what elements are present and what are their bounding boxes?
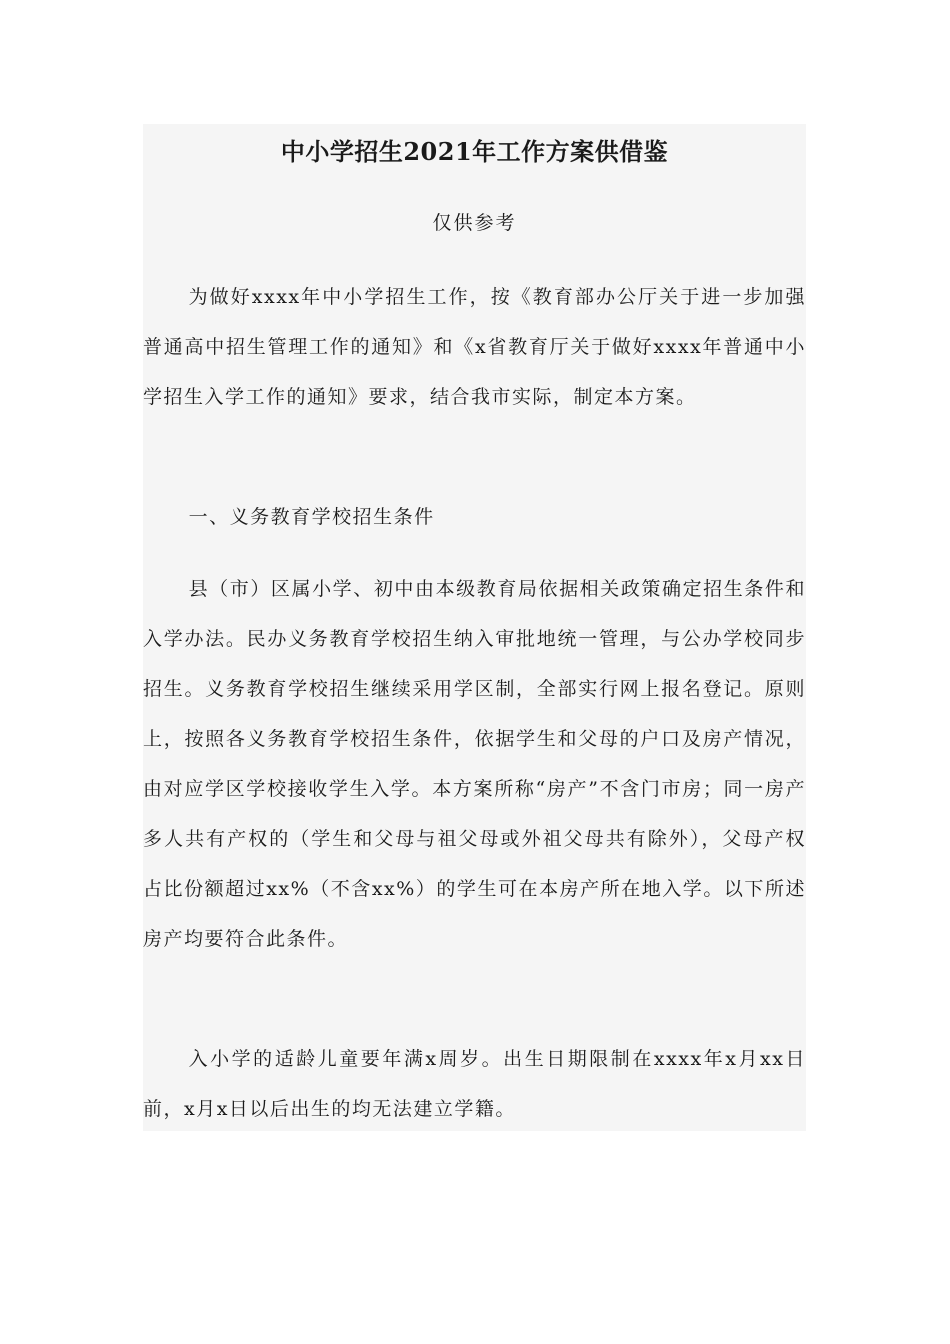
document-title: 中小学招生2021年工作方案供借鉴 (280, 137, 669, 166)
paragraph-conditions: 县（市）区属小学、初中由本级教育局依据相关政策确定招生条件和入学办法。民办义务教育学校招生纳入审批地统一管理，与公办学校同步招生。义务教育学校招生继续采用学区制，全部实行网上报名登记。原则上，按照各义务教育学校招生条件，依据学生和父母的户口及房产情况，由对应学区学校接收学生入学。本方案所称“房产”不含门市房；同一房产多人共有产权的（学生和父母与祖父母或外祖父母共有除外），父母产权占比份额超过xx%（不含xx%）的学生可在本房产所在地入学。以下所述房产均要符合此条件。 (143, 578, 806, 950)
document-subtitle: 仅供参考 (432, 212, 517, 234)
section-heading-1: 一、义务教育学校招生条件 (188, 506, 435, 528)
paragraph-intro: 为做好xxxx年中小学招生工作，按《教育部办公厅关于进一步加强普通高中招生管理工作的通知》和《x省教育厅关于做好xxxx年普通中小学招生入学工作的通知》要求，结合我市实际，制定本方案。 (143, 286, 806, 408)
paragraph-age-requirement: 入小学的适龄儿童要年满x周岁。出生日期限制在xxxx年x月xx日前，x月x日以后出生的均无法建立学籍。 (143, 1048, 806, 1120)
document-page (143, 124, 806, 1131)
